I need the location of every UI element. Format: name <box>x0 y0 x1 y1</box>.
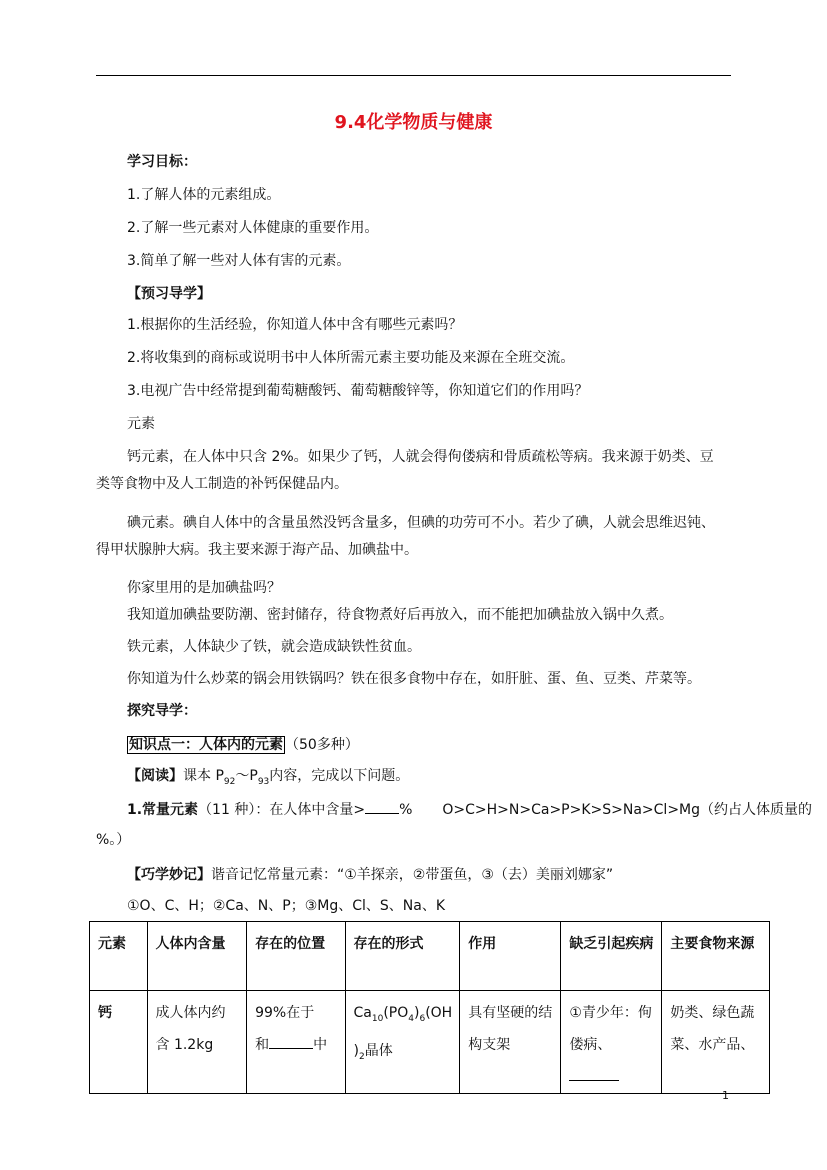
formula-part: ) <box>413 1005 420 1021</box>
macro-elements-line <box>127 800 812 820</box>
preview-question: 1.根据你的生活经验，你知道人体中含有哪些元素吗？ <box>127 317 463 333</box>
salt-answer: 我知道加碘盐要防潮、密封储存，待食物煮好后再放入，而不能把加碘盐放入锅中久煮。 <box>127 607 673 623</box>
page-sub: 92 <box>223 776 236 787</box>
position-text: 和 <box>255 1037 270 1053</box>
disease-text: ①青少年：佝偻病、 <box>569 1005 652 1053</box>
table-header-cell: 元素 <box>90 922 148 991</box>
reading-text: 课本 P <box>183 768 224 784</box>
table-header-cell: 人体内含量 <box>147 922 247 991</box>
iron-paragraph: 铁元素，人体缺少了铁，就会造成缺铁性贫血。 <box>127 639 421 655</box>
page-sub: 93 <box>257 776 270 787</box>
trick-text: 谐音记忆常量元素：“①羊探亲，②带蛋鱼，③（去）美丽刘娜家” <box>211 867 614 883</box>
table-cell-food: 奶类、绿色蔬菜、水产品、 <box>662 991 770 1094</box>
trick-line <box>127 865 613 885</box>
calcium-paragraph-line: 钙元素，在人体中只含 2%。如果少了钙，人就会得佝偻病和骨质疏松等病。我来源于奶类、豆 <box>127 449 714 465</box>
knowledge-point-extra: （50多种） <box>285 737 359 753</box>
formula-part: (PO <box>383 1005 409 1021</box>
table-cell-position <box>247 991 345 1094</box>
reading-line <box>127 766 409 792</box>
knowledge-point-1 <box>127 735 359 755</box>
iodine-paragraph-line: 碘元素。碘自人体中的含量虽然没钙含量多，但碘的功劳可不小。若少了碘，人就会思维迟钝、 <box>127 515 715 531</box>
formula-part: (OH <box>425 1005 453 1021</box>
reading-tilde: ～P <box>235 768 258 784</box>
formula-part: ) <box>353 1042 359 1059</box>
reading-label: 【阅读】 <box>127 768 183 784</box>
page-number: 1 <box>722 1089 729 1102</box>
table-cell-form <box>345 991 460 1094</box>
macro-text: （11 种）：在人体中含量> <box>198 802 366 818</box>
goal-item: 1.了解人体的元素组成。 <box>127 187 281 203</box>
formula-part: Ca <box>353 1005 372 1021</box>
macro-percent: % <box>399 802 413 818</box>
formula-sub: 4 <box>408 1013 414 1024</box>
preview-question: 2.将收集到的商标或说明书中人体所需元素主要功能及来源在全班交流。 <box>127 350 575 366</box>
formula-sub: 6 <box>419 1013 426 1024</box>
goal-item: 2.了解一些元素对人体健康的重要作用。 <box>127 220 379 236</box>
preview-heading: 【预习导学】 <box>127 286 211 302</box>
table-header-row <box>90 922 770 991</box>
formula-sub: 10 <box>371 1013 384 1024</box>
table-header-cell: 作用 <box>460 922 561 991</box>
position-blank[interactable] <box>269 1048 313 1049</box>
element-groups: ①O、C、H；②Ca、N、P；③Mg、Cl、S、Na、K <box>127 898 445 914</box>
table-cell-element: 钙 <box>90 991 148 1094</box>
position-text: 中 <box>313 1037 328 1053</box>
trick-label: 【巧学妙记】 <box>127 867 211 883</box>
header-rule <box>96 75 731 76</box>
goal-item: 3.简单了解一些对人体有害的元素。 <box>127 253 351 269</box>
iodine-paragraph-line: 得甲状腺肿大病。我主要来源于海产品、加碘盐中。 <box>96 542 418 558</box>
table-header-cell: 存在的位置 <box>247 922 345 991</box>
table-header-cell: 存在的形式 <box>345 922 460 991</box>
disease-blank[interactable] <box>569 1080 619 1081</box>
salt-question: 你家里用的是加碘盐吗？ <box>127 580 281 596</box>
table-cell-role: 具有坚硬的结构支架 <box>460 991 561 1094</box>
page-title: 9.4化学物质与健康 <box>334 112 493 133</box>
preview-question: 3.电视广告中经常提到葡萄糖酸钙、葡萄糖酸锌等，你知道它们的作用吗？ <box>127 383 589 399</box>
knowledge-point-box: 知识点一：人体内的元素 <box>129 737 283 753</box>
table-cell-content: 成人体内约含 1.2kg <box>147 991 247 1094</box>
macro-label: 1.常量元素 <box>127 802 199 818</box>
table-cell-disease <box>561 991 662 1094</box>
macro-order: O>C>H>N>Ca>P>K>S>Na>Cl>Mg（约占人体质量的 <box>442 802 813 818</box>
table-header-cell: 主要食物来源 <box>662 922 770 991</box>
table-row <box>90 991 770 1094</box>
macro-cont: %。） <box>96 832 131 848</box>
iron-question: 你知道为什么炒菜的锅会用铁锅吗？铁在很多食物中存在，如肝脏、蛋、鱼、豆类、芹菜等。 <box>127 671 701 687</box>
calcium-paragraph-line: 类等食物中及人工制造的补钙保健品内。 <box>96 476 348 492</box>
explore-heading: 探究导学： <box>127 703 197 719</box>
table-header-cell: 缺乏引起疾病 <box>561 922 662 991</box>
element-table <box>89 921 770 1094</box>
goals-heading: 学习目标： <box>127 154 197 170</box>
macro-blank[interactable] <box>365 813 399 814</box>
formula-part: 晶体 <box>364 1042 393 1059</box>
reading-text: 内容，完成以下问题。 <box>269 768 410 784</box>
formula-sub: 2 <box>358 1051 365 1062</box>
element-label: 元素 <box>127 416 155 432</box>
position-text: 99%在于 <box>255 1005 315 1021</box>
